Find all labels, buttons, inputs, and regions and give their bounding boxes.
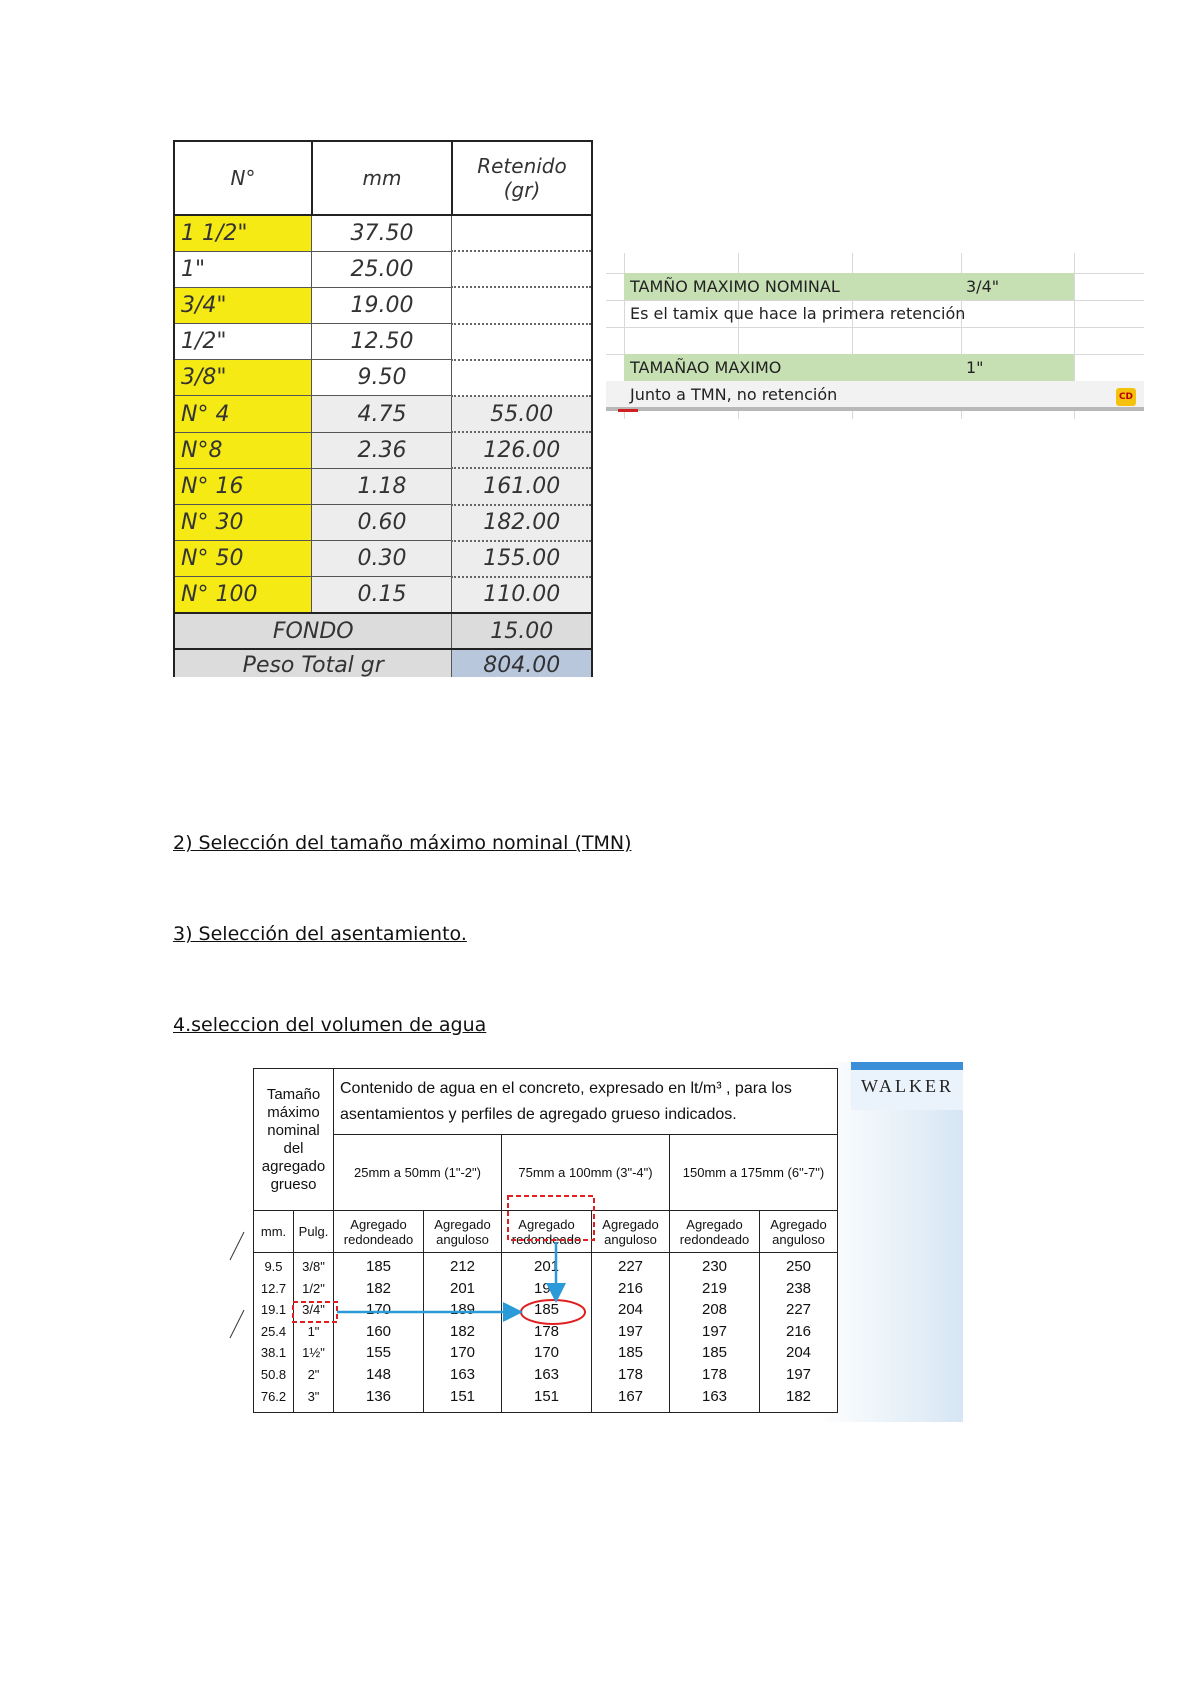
water-value: 160 bbox=[365, 1322, 392, 1340]
water-value: 170 bbox=[533, 1344, 560, 1362]
mm-value: 50.8 bbox=[260, 1366, 287, 1382]
water-value: 212 bbox=[449, 1258, 476, 1275]
table-row bbox=[174, 287, 592, 323]
table-row bbox=[174, 396, 592, 432]
water-value: 204 bbox=[617, 1301, 644, 1319]
water-value: 185 bbox=[701, 1344, 728, 1362]
water-value: 201 bbox=[449, 1279, 476, 1297]
sieve-retenido bbox=[452, 215, 592, 251]
tm-value: 1" bbox=[966, 358, 984, 377]
pulg-value: 1½" bbox=[302, 1345, 325, 1361]
sieve-n: N° 4 bbox=[174, 396, 312, 432]
sieve-mm: 37.50 bbox=[312, 215, 452, 251]
mm-value: 38.1 bbox=[260, 1345, 287, 1361]
sieve-n: N°8 bbox=[174, 432, 312, 468]
sieve-n: N° 30 bbox=[174, 505, 312, 541]
water-value: 219 bbox=[701, 1279, 728, 1297]
water-value: 151 bbox=[449, 1387, 476, 1405]
group-header-25-50: 25mm a 50mm (1"-2") bbox=[334, 1135, 502, 1211]
water-value: 170 bbox=[365, 1301, 392, 1319]
sieve-mm: 19.00 bbox=[312, 287, 452, 323]
sieve-n: 1 1/2" bbox=[174, 215, 312, 251]
water-column bbox=[670, 1253, 760, 1413]
water-value: 227 bbox=[617, 1258, 644, 1275]
sheet-scrollbar bbox=[606, 407, 1144, 411]
app-badge-icon: CD bbox=[1116, 388, 1136, 406]
heading-volumen-agua: 4.seleccion del volumen de agua bbox=[173, 1014, 487, 1036]
sieve-retenido bbox=[452, 251, 592, 287]
sieve-n: 3/8" bbox=[174, 360, 312, 396]
water-value: 216 bbox=[785, 1322, 812, 1340]
sieve-retenido: 126.00 bbox=[452, 432, 592, 468]
header-retenido: Retenido (gr) bbox=[452, 141, 592, 215]
table-row bbox=[174, 468, 592, 504]
sieve-table bbox=[173, 140, 593, 677]
water-value: 170 bbox=[449, 1344, 476, 1362]
total-row bbox=[174, 649, 592, 677]
water-value: 182 bbox=[365, 1279, 392, 1297]
sieve-mm: 0.60 bbox=[312, 505, 452, 541]
table-row bbox=[174, 432, 592, 468]
mm-value: 19.1 bbox=[260, 1302, 287, 1318]
water-value: 163 bbox=[449, 1365, 476, 1383]
water-value: 178 bbox=[617, 1365, 644, 1383]
sieve-mm: 25.00 bbox=[312, 251, 452, 287]
pulg-value: 2" bbox=[307, 1366, 320, 1382]
water-value: 250 bbox=[785, 1258, 812, 1275]
sieve-retenido: 155.00 bbox=[452, 541, 592, 577]
water-value: 204 bbox=[785, 1344, 812, 1362]
water-value: 167 bbox=[617, 1387, 644, 1405]
mm-column bbox=[254, 1253, 294, 1413]
sieve-mm: 0.15 bbox=[312, 577, 452, 613]
sieve-retenido: 161.00 bbox=[452, 468, 592, 504]
tm-note: Junto a TMN, no retención bbox=[630, 385, 838, 404]
water-value: 148 bbox=[365, 1365, 392, 1383]
pulg-value: 1/2" bbox=[302, 1280, 325, 1296]
water-value: 182 bbox=[785, 1387, 812, 1405]
water-value: 197 bbox=[617, 1322, 644, 1340]
table-row bbox=[174, 541, 592, 577]
water-value: 216 bbox=[617, 1279, 644, 1297]
water-value: 163 bbox=[533, 1365, 560, 1383]
water-value: 201 bbox=[533, 1258, 560, 1275]
table-row bbox=[174, 251, 592, 287]
pulg-value: 3/8" bbox=[302, 1259, 325, 1274]
water-value: 185 bbox=[617, 1344, 644, 1362]
table-row bbox=[174, 577, 592, 613]
water-value: 238 bbox=[785, 1279, 812, 1297]
mm-label: mm. bbox=[254, 1211, 294, 1253]
water-table-title bbox=[334, 1069, 838, 1135]
water-column bbox=[502, 1253, 592, 1413]
table-row bbox=[174, 215, 592, 251]
walker-logo-text: WALKER bbox=[861, 1076, 954, 1096]
header-n: N° bbox=[174, 141, 312, 215]
group-header-75-100: 75mm a 100mm (3"-4") bbox=[502, 1135, 670, 1211]
water-value: 178 bbox=[701, 1365, 728, 1383]
water-value: 163 bbox=[701, 1387, 728, 1405]
sieve-n: N° 100 bbox=[174, 577, 312, 613]
water-value: 197 bbox=[785, 1365, 812, 1383]
mm-value: 12.7 bbox=[260, 1280, 287, 1296]
water-column bbox=[334, 1253, 424, 1413]
spreadsheet-snippet bbox=[606, 253, 1144, 419]
pulg-label: Pulg. bbox=[294, 1211, 334, 1253]
tmn-column-header: Tamaño máximo nominal del agregado grueso bbox=[254, 1069, 334, 1211]
walker-logo bbox=[851, 1062, 963, 1110]
sieve-mm: 9.50 bbox=[312, 360, 452, 396]
water-column bbox=[424, 1253, 502, 1413]
sub-header-redondeado: Agregado redondeado bbox=[670, 1211, 760, 1253]
water-value: 189 bbox=[449, 1301, 476, 1319]
sieve-mm: 1.18 bbox=[312, 468, 452, 504]
sieve-mm: 4.75 bbox=[312, 396, 452, 432]
fondo-value: 15.00 bbox=[452, 613, 592, 649]
water-value: 136 bbox=[365, 1387, 392, 1405]
sieve-n: N° 50 bbox=[174, 541, 312, 577]
water-value: 155 bbox=[365, 1344, 392, 1362]
water-value: 230 bbox=[701, 1258, 728, 1275]
fondo-row bbox=[174, 613, 592, 649]
sieve-retenido: 182.00 bbox=[452, 505, 592, 541]
total-label: Peso Total gr bbox=[174, 649, 452, 677]
table-row bbox=[174, 360, 592, 396]
sieve-retenido: 55.00 bbox=[452, 396, 592, 432]
tm-label: TAMAÑAO MAXIMO bbox=[630, 358, 782, 377]
water-value: 151 bbox=[533, 1387, 560, 1405]
mm-value: 9.5 bbox=[264, 1259, 283, 1274]
sieve-mm: 0.30 bbox=[312, 541, 452, 577]
group-header-150-175: 150mm a 175mm (6"-7") bbox=[670, 1135, 838, 1211]
sieve-mm: 12.50 bbox=[312, 324, 452, 360]
water-value: 227 bbox=[785, 1301, 812, 1319]
sub-header-anguloso: Agregado anguloso bbox=[592, 1211, 670, 1253]
water-value: 208 bbox=[701, 1301, 728, 1319]
sub-header-redondeado: Agregado redondeado bbox=[502, 1211, 592, 1253]
sieve-n: 1" bbox=[174, 251, 312, 287]
table-row bbox=[174, 505, 592, 541]
sub-header-anguloso: Agregado anguloso bbox=[760, 1211, 838, 1253]
mm-value: 25.4 bbox=[260, 1323, 287, 1339]
water-table-title-line2: asentamientos y perfiles de agregado grueso indicados. bbox=[340, 1105, 737, 1123]
tmn-value: 3/4" bbox=[966, 277, 1000, 296]
header-mm: mm bbox=[312, 141, 452, 215]
sieve-n: N° 16 bbox=[174, 468, 312, 504]
pulg-value: 3" bbox=[307, 1388, 320, 1404]
water-table-title-line1: Contenido de agua en el concreto, expresado en lt/m³ , para los bbox=[340, 1079, 792, 1097]
water-column bbox=[760, 1253, 838, 1413]
water-column bbox=[592, 1253, 670, 1413]
total-value: 804.00 bbox=[452, 649, 592, 677]
sieve-retenido bbox=[452, 360, 592, 396]
water-content-table bbox=[253, 1068, 838, 1413]
tmn-label: TAMÑO MAXIMO NOMINAL bbox=[630, 277, 840, 296]
water-value: 182 bbox=[449, 1322, 476, 1340]
pulg-column bbox=[294, 1253, 334, 1413]
sieve-header-row bbox=[174, 141, 592, 215]
pulg-value: 1" bbox=[307, 1323, 320, 1339]
fondo-label: FONDO bbox=[174, 613, 452, 649]
water-value: 197 bbox=[533, 1279, 560, 1297]
sieve-retenido bbox=[452, 324, 592, 360]
sieve-n: 1/2" bbox=[174, 324, 312, 360]
sieve-retenido bbox=[452, 287, 592, 323]
water-value: 185 bbox=[365, 1258, 392, 1275]
pulg-value: 3/4" bbox=[302, 1302, 325, 1318]
sub-header-redondeado: Agregado redondeado bbox=[334, 1211, 424, 1253]
water-value: 197 bbox=[701, 1322, 728, 1340]
water-value: 178 bbox=[533, 1322, 560, 1340]
heading-asentamiento: 3) Selección del asentamiento. bbox=[173, 923, 467, 945]
sieve-retenido: 110.00 bbox=[452, 577, 592, 613]
sieve-analysis-table bbox=[173, 140, 593, 677]
sieve-n: 3/4" bbox=[174, 287, 312, 323]
sieve-mm: 2.36 bbox=[312, 432, 452, 468]
heading-tmn: 2) Selección del tamaño máximo nominal (TMN) bbox=[173, 832, 632, 854]
cursor-mark bbox=[618, 409, 638, 412]
table-row bbox=[174, 324, 592, 360]
sub-header-anguloso: Agregado anguloso bbox=[424, 1211, 502, 1253]
water-value: 185 bbox=[533, 1301, 560, 1319]
tmn-note: Es el tamix que hace la primera retención bbox=[630, 304, 966, 323]
mm-value: 76.2 bbox=[260, 1388, 287, 1404]
